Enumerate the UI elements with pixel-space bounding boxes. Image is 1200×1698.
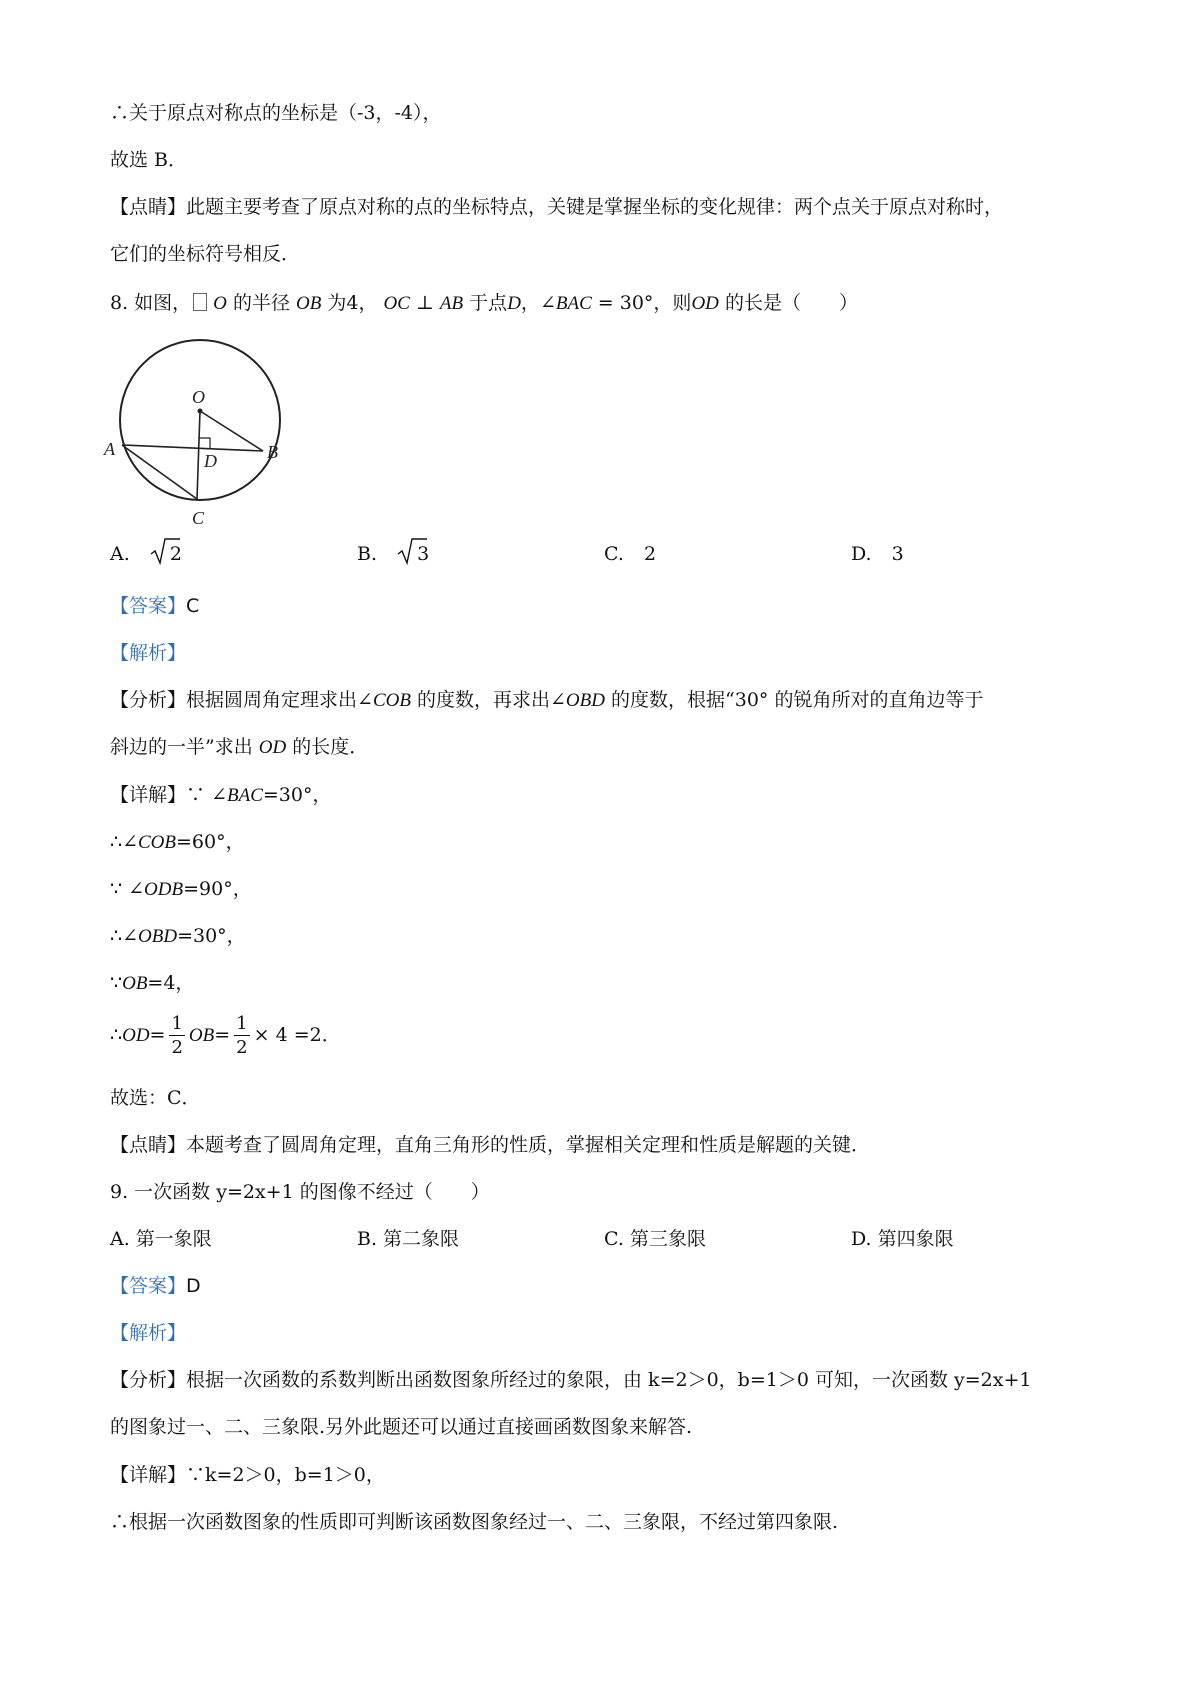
dianjing-tag: 【点睛】: [110, 196, 187, 218]
q8-choose: 故选：C．: [110, 1087, 201, 1109]
point-o: [198, 409, 203, 414]
q8-fenxi-line-2: 斜边的一半”求出 OD 的长度．: [110, 736, 369, 758]
text-line-choose-b: 故选 B．: [110, 149, 188, 171]
right-angle-mark: [199, 438, 210, 448]
text-line-symmetric-coords: ∴关于原点对称点的坐标是（-3，-4），: [110, 102, 442, 124]
label-o: O: [192, 387, 205, 407]
q9-option-a: A. 第一象限: [110, 1228, 212, 1250]
sqrt-3: 3: [401, 545, 429, 564]
q9-option-c: C. 第三象限: [604, 1228, 706, 1250]
q9-jiexi-tag: 【解析】: [110, 1322, 187, 1344]
label-d: D: [204, 451, 217, 471]
question-8-title: 8. 如图， O 的半径 OB 为4， OC ⊥ AB 于点D，∠BAC = 30°，则OD 的长是（ ）: [110, 292, 858, 314]
segment-ac: [122, 445, 197, 499]
label-b: B: [267, 442, 278, 462]
text-line-dianjing-2: 它们的坐标符号相反．: [110, 243, 301, 265]
q9-option-b: B. 第二象限: [357, 1228, 460, 1250]
q8-step-3: ∵ ∠ODB=90°，: [110, 878, 252, 900]
q9-option-d: D. 第四象限: [851, 1228, 954, 1250]
sqrt-2: 2: [154, 545, 182, 564]
chord-ab: [122, 445, 263, 451]
circle-geometry-figure: [100, 325, 300, 530]
option-b: B. 3: [357, 545, 429, 564]
option-c: C. 2: [604, 543, 657, 565]
text-line-dianjing-1: [110, 198, 1003, 217]
circle-symbol-box: [193, 293, 207, 311]
q8-xiangjie-step-1: 【详解】∵ ∠BAC=30°，: [110, 784, 332, 806]
question-9-title: 9. 一次函数 y=2x+1 的图像不经过（ ）: [110, 1181, 490, 1203]
q8-dianjing: 【点睛】本题考查了圆周角定理，直角三角形的性质，掌握相关定理和性质是解题的关键．: [110, 1134, 871, 1156]
q8-step-5: ∵OB=4，: [110, 972, 195, 994]
q9-answer: 【答案】D: [110, 1275, 201, 1297]
sqrt-sign-icon: [397, 537, 427, 565]
q9-conclusion: ∴根据一次函数图象的性质即可判断该函数图象经过一、二、三象限，不经过第四象限.: [110, 1511, 839, 1533]
q8-step-4: ∴∠OBD=30°，: [110, 925, 246, 947]
label-a: A: [104, 439, 115, 459]
label-c: C: [192, 508, 205, 528]
q8-jiexi-tag: 【解析】: [110, 642, 187, 664]
fraction-one-half: $\frac{1}{2}$: [171, 1013, 183, 1058]
segment-oc: [197, 411, 200, 499]
sqrt-sign-icon: [150, 537, 180, 565]
q9-xiangjie: 【详解】∵k=2＞0，b=1＞0，: [110, 1464, 385, 1486]
q8-answer: 【答案】C: [110, 595, 200, 617]
q8-step-6: ∴OD= $\frac{1}{2}$ OB= $\frac{1}{2}$ × 4 =2．: [110, 1013, 341, 1058]
option-d: D. 3: [851, 543, 904, 565]
dianjing-text: 此题主要考查了原点对称的点的坐标特点，关键是掌握坐标的变化规律：两个点关于原点对称时，: [186, 196, 1004, 218]
q9-fenxi-line-2: 的图象过一、二、三象限.另外此题还可以通过直接画函数图象来解答.: [110, 1416, 693, 1438]
q8-fenxi-line-1: 【分析】根据圆周角定理求出∠COB 的度数，再求出∠OBD 的度数，根据“30° 的锐角所对的直角边等于: [110, 689, 984, 711]
q8-step-2: ∴∠COB=60°，: [110, 831, 245, 853]
q9-fenxi-line-1: 【分析】根据一次函数的系数判断出函数图象所经过的象限，由 k=2＞0，b=1＞0 可知，一次函数 y=2x+1: [110, 1369, 1032, 1391]
option-a: A. 2: [110, 545, 182, 564]
fraction-one-half: $\frac{1}{2}$: [236, 1013, 248, 1058]
